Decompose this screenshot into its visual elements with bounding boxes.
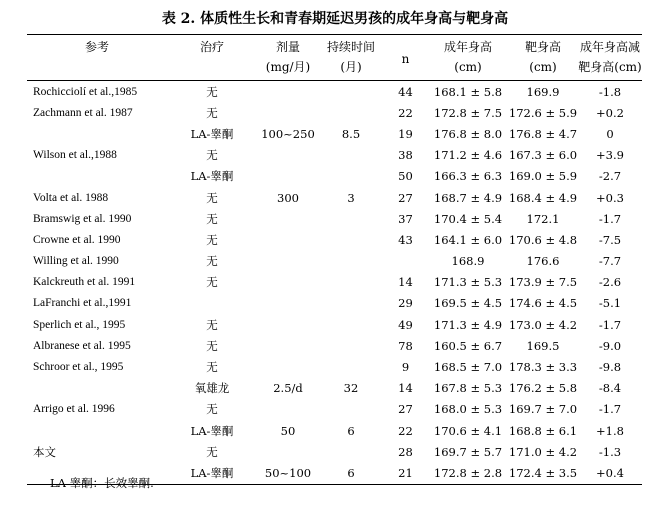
cell-difference: -1.7 (598, 402, 622, 417)
cell-difference: +1.8 (596, 423, 624, 438)
cell-duration: 32 (343, 381, 359, 396)
cell-n: 9 (401, 360, 410, 375)
cell-reference: Zachmann et al. 1987 (33, 106, 133, 119)
cell-adult-height: 170.6 ± 4.1 (433, 423, 503, 438)
cell-treatment: 无 (206, 105, 218, 120)
header-duration-unit: (月) (340, 60, 362, 74)
cell-n: 19 (398, 126, 413, 141)
cell-dose (257, 314, 319, 335)
cell-duration (319, 399, 383, 420)
header-adult-unit: (cm) (454, 60, 482, 74)
cell-adult-height: 169.7 ± 5.7 (433, 444, 503, 459)
cell-difference: +3.9 (596, 148, 624, 163)
table-title: 表 2. 体质性生长和青春期延迟男孩的成年身高与靶身高 (161, 11, 509, 27)
cell-dose: 2.5/d (273, 381, 303, 396)
cell-dose: 300 (277, 190, 299, 205)
cell-target-height: 176.6 (526, 254, 560, 269)
cell-target-height: 169.5 (526, 338, 560, 353)
cell-treatment: 无 (206, 317, 218, 332)
table-row (27, 81, 642, 103)
cell-reference: Willing et al. 1990 (33, 255, 119, 268)
cell-difference: -1.7 (598, 211, 622, 226)
cell-duration (319, 102, 383, 123)
cell-n: 14 (398, 275, 413, 290)
cell-duration: 8.5 (341, 126, 361, 141)
cell-dose (257, 166, 319, 187)
cell-treatment: 无 (206, 402, 218, 417)
cell-difference: -1.7 (598, 317, 622, 332)
table-header (27, 35, 642, 81)
cell-dose (257, 356, 319, 377)
cell-dose (257, 399, 319, 420)
footnote: LA 睾酮：长效睾酮. (50, 476, 154, 490)
cell-reference: Rochicciolí et al.,1985 (33, 85, 138, 98)
table-row (27, 145, 642, 166)
cell-adult-height: 168.7 ± 4.9 (433, 190, 503, 205)
cell-difference: -9.8 (598, 360, 622, 375)
cell-reference (27, 123, 167, 144)
cell-reference: Crowne et al. 1990 (33, 233, 121, 246)
cell-dose (257, 81, 319, 103)
cell-treatment: 无 (206, 190, 218, 205)
cell-duration (319, 272, 383, 293)
table-row (27, 314, 642, 335)
cell-target-height: 170.6 ± 4.8 (508, 232, 578, 247)
cell-difference: -7.7 (598, 254, 622, 269)
cell-treatment: 无 (206, 338, 218, 353)
cell-treatment: 无 (206, 148, 218, 163)
cell-n (383, 251, 428, 272)
cell-difference: -9.0 (598, 338, 622, 353)
cell-duration (319, 293, 383, 314)
cell-adult-height: 171.3 ± 4.9 (433, 317, 503, 332)
cell-target-height: 173.9 ± 7.5 (508, 275, 578, 290)
cell-reference (27, 420, 167, 441)
cell-treatment: 无 (206, 275, 218, 290)
table-row (27, 208, 642, 229)
table-row (27, 251, 642, 272)
cell-target-height: 173.0 ± 4.2 (508, 317, 578, 332)
cell-adult-height: 170.4 ± 5.4 (433, 211, 503, 226)
cell-adult-height: 164.1 ± 6.0 (433, 232, 503, 247)
table-row (27, 102, 642, 123)
cell-treatment: LA-睾酮 (190, 169, 234, 184)
header-dose: 剂量 (275, 40, 300, 54)
cell-reference: 本文 (33, 446, 56, 459)
cell-adult-height: 168.9 (451, 254, 485, 269)
cell-target-height: 174.6 ± 4.5 (508, 296, 578, 311)
cell-duration (319, 251, 383, 272)
header-difference: 成年身高减 (579, 40, 640, 54)
cell-target-height: 168.4 ± 4.9 (508, 190, 578, 205)
table-body (27, 81, 642, 485)
cell-n: 28 (398, 444, 413, 459)
table-row (27, 166, 642, 187)
header-target-height: 靶身高 (524, 40, 561, 54)
header-adult-height: 成年身高 (443, 40, 492, 54)
cell-target-height: 167.3 ± 6.0 (508, 148, 578, 163)
cell-treatment (167, 293, 257, 314)
table-row (27, 356, 642, 377)
cell-reference: Kalckreuth et al. 1991 (33, 276, 136, 289)
header-ref: 参考 (84, 40, 109, 54)
cell-duration (319, 166, 383, 187)
cell-duration: 6 (347, 423, 355, 438)
table-row (27, 123, 642, 144)
cell-adult-height: 168.1 ± 5.8 (433, 84, 503, 99)
cell-dose: 100~250 (261, 126, 315, 141)
cell-target-height: 169.0 ± 5.9 (508, 169, 578, 184)
cell-difference: +0.2 (596, 105, 624, 120)
cell-adult-height: 160.5 ± 6.7 (433, 338, 503, 353)
header-target-unit: (cm) (529, 60, 557, 74)
cell-dose (257, 335, 319, 356)
cell-dose: 50~100 (264, 465, 312, 480)
cell-adult-height: 169.5 ± 4.5 (433, 296, 503, 311)
cell-treatment: 无 (206, 211, 218, 226)
cell-duration (319, 441, 383, 462)
cell-adult-height: 172.8 ± 2.8 (433, 465, 503, 480)
cell-adult-height: 168.5 ± 7.0 (433, 360, 503, 375)
cell-n: 49 (398, 317, 413, 332)
cell-target-height: 178.3 ± 3.3 (508, 360, 578, 375)
cell-dose (257, 441, 319, 462)
cell-n: 22 (398, 105, 413, 120)
cell-target-height: 169.7 ± 7.0 (508, 402, 578, 417)
header-difference-2: 靶身高(cm) (578, 60, 642, 74)
cell-treatment: 无 (206, 84, 218, 99)
cell-dose (257, 208, 319, 229)
cell-adult-height: 176.8 ± 8.0 (433, 126, 503, 141)
header-dose-unit: (mg/月) (265, 60, 311, 74)
cell-adult-height: 167.8 ± 5.3 (433, 381, 503, 396)
table-row (27, 229, 642, 250)
cell-reference (27, 166, 167, 187)
height-table (27, 34, 642, 485)
cell-dose (257, 293, 319, 314)
cell-dose (257, 251, 319, 272)
table-row (27, 378, 642, 399)
cell-difference: -2.7 (598, 169, 622, 184)
cell-duration (319, 356, 383, 377)
cell-reference: Albranese et al. 1995 (33, 339, 131, 352)
cell-n: 14 (398, 381, 413, 396)
cell-duration (319, 335, 383, 356)
cell-reference: Wilson et al.,1988 (33, 149, 117, 162)
table-row (27, 441, 642, 462)
cell-n: 37 (398, 211, 413, 226)
cell-target-height: 172.1 (526, 211, 560, 226)
table-row (27, 187, 642, 208)
cell-n: 38 (398, 148, 413, 163)
cell-adult-height: 166.3 ± 6.3 (433, 169, 503, 184)
cell-n: 22 (398, 423, 413, 438)
cell-treatment: LA-睾酮 (190, 423, 234, 438)
cell-difference: -2.6 (598, 275, 622, 290)
cell-duration (319, 208, 383, 229)
cell-target-height: 176.2 ± 5.8 (508, 381, 578, 396)
cell-adult-height: 171.3 ± 5.3 (433, 275, 503, 290)
cell-difference: -8.4 (598, 381, 622, 396)
cell-treatment: 氧雄龙 (194, 381, 230, 396)
cell-dose (257, 229, 319, 250)
cell-reference (27, 378, 167, 399)
cell-adult-height: 171.2 ± 4.6 (433, 148, 503, 163)
cell-target-height: 172.4 ± 3.5 (508, 465, 578, 480)
cell-dose (257, 102, 319, 123)
cell-target-height: 176.8 ± 4.7 (508, 126, 578, 141)
cell-dose (257, 272, 319, 293)
cell-n: 21 (398, 465, 413, 480)
table-row (27, 293, 642, 314)
cell-reference: Bramswig et al. 1990 (33, 212, 132, 225)
cell-target-height: 169.9 (526, 84, 560, 99)
cell-dose: 50 (280, 423, 296, 438)
cell-treatment: LA-睾酮 (190, 126, 234, 141)
table-row (27, 399, 642, 420)
cell-n: 29 (398, 296, 413, 311)
cell-n: 78 (398, 338, 413, 353)
cell-target-height: 172.6 ± 5.9 (508, 105, 578, 120)
cell-target-height: 168.8 ± 6.1 (508, 423, 578, 438)
cell-n: 43 (398, 232, 413, 247)
cell-difference: -5.1 (598, 296, 622, 311)
cell-n: 27 (398, 402, 413, 417)
cell-treatment: 无 (206, 444, 218, 459)
cell-dose (257, 145, 319, 166)
cell-n: 27 (398, 190, 413, 205)
cell-reference: LaFranchi et al.,1991 (33, 297, 132, 310)
cell-adult-height: 168.0 ± 5.3 (433, 402, 503, 417)
header-treatment: 治疗 (199, 40, 224, 54)
cell-duration: 3 (347, 190, 355, 205)
cell-duration: 6 (347, 465, 355, 480)
cell-reference: Volta et al. 1988 (33, 191, 109, 204)
cell-duration (319, 81, 383, 103)
cell-treatment: 无 (206, 254, 218, 269)
table-row (27, 420, 642, 441)
cell-n: 50 (398, 169, 413, 184)
cell-treatment: 无 (206, 360, 218, 375)
cell-difference: 0 (606, 126, 614, 141)
cell-treatment: LA-睾酮 (190, 465, 234, 480)
cell-difference: +0.4 (596, 465, 624, 480)
cell-adult-height: 172.8 ± 7.5 (433, 105, 503, 120)
cell-duration (319, 229, 383, 250)
cell-difference: -1.8 (598, 84, 622, 99)
cell-reference: Arrigo et al. 1996 (33, 403, 115, 416)
cell-duration (319, 145, 383, 166)
cell-n: 44 (398, 84, 413, 99)
cell-reference: Schroor et al., 1995 (33, 361, 124, 374)
cell-treatment: 无 (206, 232, 218, 247)
table-row (27, 335, 642, 356)
cell-difference: -7.5 (598, 232, 622, 247)
header-n: n (401, 51, 410, 66)
cell-difference: +0.3 (596, 190, 624, 205)
cell-reference: Sperlich et al., 1995 (33, 318, 126, 331)
header-duration: 持续时间 (326, 40, 375, 54)
cell-difference: -1.3 (598, 444, 622, 459)
table-row (27, 272, 642, 293)
cell-duration (319, 314, 383, 335)
cell-target-height: 171.0 ± 4.2 (508, 444, 578, 459)
